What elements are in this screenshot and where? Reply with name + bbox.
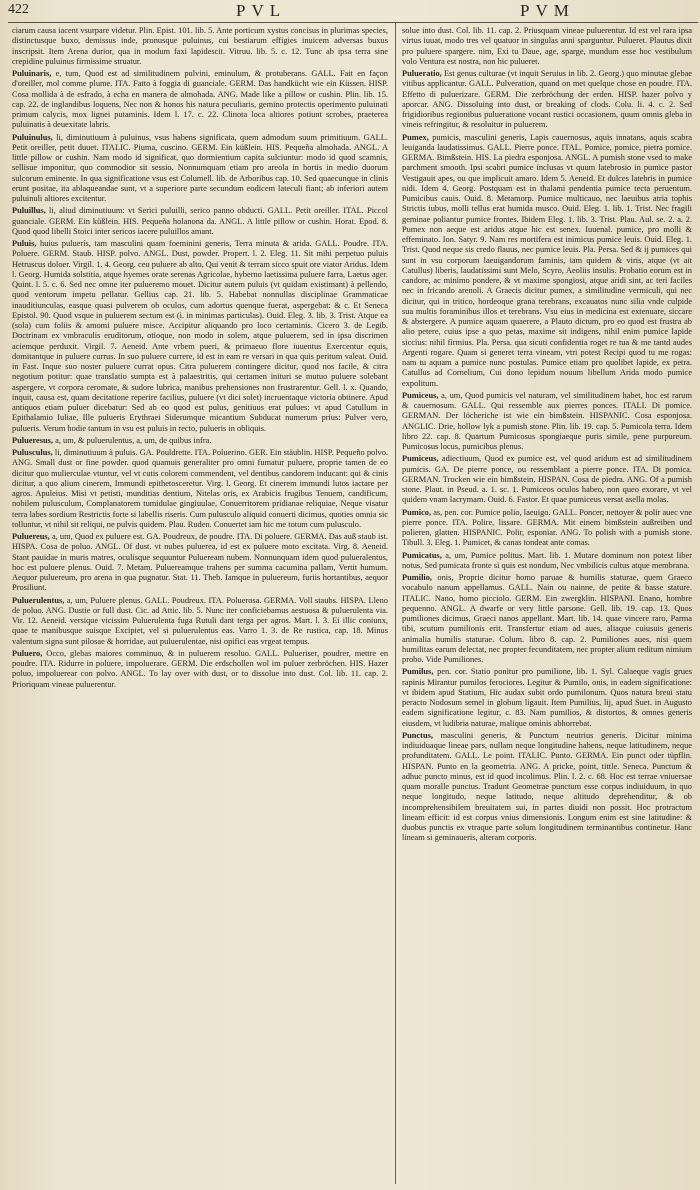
dictionary-entry [12, 649, 388, 690]
dictionary-entry [12, 69, 388, 131]
entry-headword: Pumico, [402, 507, 432, 517]
running-head-right: PVM [520, 1, 575, 20]
dictionary-entry [12, 448, 388, 530]
entry-text: a, um, Pumice politus. Mart. lib. 1. Mutare dominum non potest liber notus, Sed pumicata fronte si quis est nondum, Nec vmbilicis cultus atque membrana. [402, 550, 692, 570]
entry-text: masculini generis, & Punctum neutrius generis. Dicitur minima indiuiduaque lineae pars, nullam neque longitudine habens, neque latitudinem, neque profunditatem. GALL. Le point. ITALIC. Punto. GERMA. Ein punct oder tüpflin. HISPAN. Punto en la geometria. ANG. A pricke, point, tittle. Seneca. Punctum & adhuc puncto minus, est id quod incolimus. Plin. l. 2. c. 68. Hoc est terrae vniuersae quam moralle punctus. Tradunt Geometrae punctum esse corpus indiuiduum, in quo neque longitudo, neque latitudo, neque altitudo deprehenditur, & ob incomprehensibilem breuitatem sui, in partes diuidi non possit. Hoc protractum lineam efficit: id est corpus vnius dimensionis. Longum enim est sine latitudine: & duobus punctis ex vtraque parte solum longitudinem terminantibus continetur. Hanc lineam si geminaueris, alteram corporis. [402, 730, 692, 843]
entry-headword: Pumiceus, [402, 454, 439, 464]
entry-headword: Puluereus, [12, 532, 50, 541]
entry-headword: Puluero, [12, 648, 43, 658]
entry-text: adiectiuum, Quod ex pumice est, vel quod aridum est ad similitudinem pumicis. GA. De pierre ponce, ou ressemblant a pierre ponce. ITA. Di pomica. GERMAN. Trocken wie ein bimßstein. HISPAN. Cosa de piedra. ANG. Of a pumish stone. Plaut. in Pseud. a. 1. sc. 1. Pumiceos oculos habeo, non queo exorare, vt vel quidem vnam lacrymam. Ouid. 6. Fastor. Et quae pumiceus versat asella molas. [402, 454, 692, 505]
entry-text: pen. cor. Statio ponitur pro pumilione, lib. 1. Syl. Calaeque vagis grues rapinis Mirantur pumilos ferociores. Legitur & Pumilo, onis, in eadem significatione: vt ibidem apud Statium, Hic audax subit ordo pumilonum. Quos natura breui statu peracto Nodosum semel in globum ligauit. Item Pumilius, lij, apud Suet. in Augusto eadem significatione legitur, c. 83. Nam pumilios, & distortos, & omnes generis eiusdem, vt ludibria naturae, malique ominis abhorrebat. [402, 667, 692, 728]
dictionary-entry [402, 508, 692, 549]
entry-headword: Pumiceus, [402, 390, 439, 400]
dictionary-entry [12, 596, 388, 647]
dictionary-entry [402, 551, 692, 572]
entry-text: e, tum, Quod est ad similitudinem pulvini, eminulum, & protuberans. GALL. Fait en façon d'oreiller, mol comme plume. ITA. Fatto à foggia di guanciale. GERM. Das handkücht wie ein Küssen. HISP. Cosa mollida à de esfrado, à echa en manera de almohada. ANG. Made like a pillow or cushin. Plin. lib. 15. cap. 22. de inglandibus loquens, Nec non & honos his natura peculiaris, gemino protectis operimento puluinati primum calycis, mox lignei putaminis. Idem l. 17. c. 22. Clinota loca altiores potiunt scrobes, praeterea puluinatis à deuexitate labris. [12, 69, 388, 130]
running-head-left: PVL [236, 1, 287, 20]
entry-text: pumicis, masculini generis, Lapis cauernosus, aquis innatans, aquis scabra leuiganda laudatissimus. GALL. Pierre ponce. ITAL. Pomice, pomice, pietra pomice. GERMA. Bimßstein. HIS. La piedra esponjosa. ANGL. A pumish stone vsed to make parchment smooth. Ipsi scabri pumice inclusas vt quum latebrosio in pumice pastor Vestigauit apes, ou que implicuit amaro. Idem 5. Aeneid. Et dulces latebris in pumice nidi. Idem 4. Georg. Postquam est in thalami pendentia pumice tecta peruentum. Pumicibus cauis. Ouid. 8. Metamorp. Pumice multicauo, nec laeuibus atria tophis Strictis iubus, molli tellus erat humida musco. Ouid. Eleg. 1. lib. 1. Trist. Nec fragili geminae poliantur pumice frontes. Ibidem Eleg. 1. lib. 3. Trist. Plau. Aul. se. 2. a. 2. Pumex non aeque est aridus atque hic est senex. Iuuenal. pumice, pro molli & effeminato. Ion. Satyr. 9. Nam res mortifera est inimicus pumice leuis. Ouid. Eleg. 1. Trist. Quod neque sis credo flauus, nec pumice leuis. Pla. Persa. Sed & ij pumices qui sunt in vsu corporum laeuigandorum faminis, iam quidem & viris, atque (vt ait Catullus) liberis, laudatissimi sunt Melo, Scyro, Aeoliis insulis. Probatio eorum est in candore, ac minimo pondere, & vt maxime spongiosi, atque aridi sint, ac teri faciles nec in fricando arenoli. A Graecis dicitur pumex, a similitudine vermiculi, qui nec dicitur, qui in tritico, hordeoque grana terebrans, excauatos nunc silia vnde culpide sua multis foraminibus illos et terebrans. Vsu eius in medicina est extenuare, siccare & abstergere. A pumice aquam quaerere, a Plauto dictum, pro eo quod est frustra ab alio petere, cuius ipse a quo petas, maxime sit indigens, nihil enim pumice lapide siccius: nihil firmius. Pla. Persa. qua sicuti confidentia roget re tua & me tantd audes Argenti rogare. Quam si generet terra vineam, vtri potest Recipi quod tu me rogas: nam tu aquam a pumice nunc postulas. Pumice etiam pro quolibet lapide, ex petra. Catullus ad Cornelium, Cui dono lepidum nouum libellum Arida modo pumice expolitum. [402, 132, 692, 388]
entry-text: li, diminutiuum à puluis. GA. Pouldrette. ITA. Poluerino. GER. Ein stäublin. HISP. Pequeño polvo. ANG. Small dust or fine powder. quod quamuis generaliter pro omni fumatur puluere, proprie tamen de eo dicitur quo mulierculae vtuntur, vel vt cutis colorem commendent, vel dentibus candorem inducant: qui & cinis dicitur, a quo alium cinerem, Immundi epithetosceretur. Virg. l. Georg. Et cinerem immundi lutos iactare per agros. Apuleius. Misi vt petisti, munditias dentium, Nitelas oris, ex Arabicis frugibus Tenuem, candificum, nobilem pulusculum, Complanatorem tumidulae gingiuulae, Conuerritorem pridianae reliquiae, Neque visatur terra labes sordium Restrictis forte si labellis riseris. Cum pulusculo aliquid conuerti dicimus, quoties omnia sic tolluntur, vt nihil sit reliqui, ne pulvis quidem. Plau. Ruden. Conuertet iam hic me totum cum pulusculo. [12, 448, 388, 529]
entry-text: Occo, glebas maiores comminuo, & in puluerem resoluo. GALL. Pulueriser, poudrer, mettre en poudre. ITA. Ridurre in poluere, impoluerare. GERM. Die erdschollen wol im puluer zerbröchen. HIS. Hazer poluo, impoluerear con polvo. ANGL. To lay over with dust, or to dissolue into dust. Col. lib. 11. cap. 2. Prioriquam vineae puluerentur. [12, 648, 388, 689]
entry-headword: Punctus, [402, 730, 433, 740]
entry-headword: Pulueresus, [12, 435, 54, 445]
left-column [12, 26, 388, 1186]
page-number: 422 [8, 2, 29, 17]
dictionary-entry [402, 391, 692, 453]
entry-text: ciarum causa iacent vsurpare videtur. Plin. Epist. 101. lib. 5. Ante porticum xystus concisus in plurimas species, distinctusque buxo, demissus inde, pronusque puluinus, cui bestiarum effigies inuicem adversas buxus inscripsit. Item Arena durior, qua in modum faxi lapidescit. Vitruu. lib. 5. c. 12. Tunc ab ipsa terra sine crepidine puluinus firmissime struatur. [12, 26, 388, 66]
dictionary-entry [12, 133, 388, 205]
entry-text: solue into dust. Col. lib. 11. cap. 2. Priusquam vineae puluerentur. Id est vel rara ipsa virtus iuuat, modo tres vel quatuor in singulas anni sparguntur. Pulueret. Plautus dixit pro puluere spargere. nim, Exi tu Daue, age, sparge, mundum esse hoc vestibulum volo Ventura est nostra, non hic pulueret. [402, 26, 692, 66]
entry-headword: Pumicatus, [402, 550, 442, 560]
entry-headword: Pumilus, [402, 667, 434, 677]
entry-headword: Pumex, [402, 132, 429, 142]
dictionary-entry [402, 69, 692, 131]
entry-headword: Puluinulus, [12, 132, 53, 142]
dictionary-entry [12, 532, 388, 594]
dictionary-entry [402, 133, 692, 389]
dictionary-entry [12, 206, 388, 237]
dictionary-entry [402, 573, 692, 665]
dictionary-entry [12, 239, 388, 434]
entry-headword: Pulusculus, [12, 448, 53, 457]
entry-text: a, um, Quod pumicis vel naturam, vel similitudinem habet, hoc est rarum & cauernosum. GALL. Qui ressemble aux pierres ponces. ITALI. Di pomice. GERMAN. Der löcheriche ist wie ein bimßstein. HISPANIC. Cosa esponjosa. ANGLIC. Drie, hollow lyk a pumish stone. Plin. lib. 19. cap. 5. Pumicola terra. Idem libro 22. cap. 8. Quartum Pumicosus spongiaeque puris simile, pene purpureum. Pumicosus locus, pumicibus plenus. [402, 390, 692, 451]
entry-text: a, um, Puluere plenus. GALL. Poudreux. ITA. Poluerosa. GERMA. Voll staubs. HISPA. Lleno de poluo. ANG. Dustie or full dust. Cic. ad Attic. lib. 5. Nunc iter conficiebamus aestuosa & puluerulenta via. Vir. 12. Aeneid. versique vicissim Puluerulenta fuga Rutuli dant terga per agros. Mart. l. 3. Ei illic coniunx, quae te manibusque suisque Excipiet, vel si puluerulentus eas. Varro 1. 3. de Re rustica, cap. 18. Minus valentum signa sunt pilosae & horridae, aut puluerulentae, nisi opifici eas vrgeat tempus. [12, 595, 388, 646]
entry-text: onis, Proprie dicitur homo paruae & humilis staturae, quem Graeco vocabulo nanum appellamus. GALL. Nain ou nainne, de petite & basse stature. ITALIC. Nano, homo picciolo. GERM. Ein zwergklin. HISPANI. Enano, hombre pequenno. ANGL. A dwarfe or very little parsone. Gell. lib. 19. cap. 13. Quos pumiliones dicimus, Graeci nanos appellant. Mart. lib. 14. quae vincere raro, Parma tibi, scutum pumilionis erit. Transfertur etiam ad aues, aliaque cuiusuis generis animalia humilis staturae. Colum. libro 8. cap. 2. Pumiliones aues, nisi quem humilitas earum delectat, nec propter fecunditatem, nec propter alium reditum nimium probo. Vide Pumiliones. [402, 573, 692, 664]
entry-text: a, um, Quod ex puluere est. GA. Poudreux, de poudre. ITA. Di poluere. GERMA. Das auß staub ist. HISPA. Cosa de poluo. ANGL. Of dust. vt nubes puluerea, id est ex puluere moto excitata. Virg. 8. Aeneid. Stant pauidae in muris matres, oculisque sequuntur Pulueream nubem. Nonnunquam idem quod pulueralentus, hoc est puluere plenus. Ouid. 7. Metam. Puluereamque trahens per summa cacumina pallam, Vertit humum. Aequor puluereum, pro arena in qua pugnatur. Stat. 11. Theb. Iamque in puluereum, furiis hortantibus, aequor Prosiliunt. [12, 532, 388, 593]
entry-text: a, um, & puluerulentus, a, um, de quibus infra. [55, 435, 212, 445]
entry-headword: Pumilio, [402, 573, 433, 582]
dictionary-entry [402, 667, 692, 729]
entry-text: huius puluerís, tam masculini quam foeminini generis, Terra minuta & arida. GALL. Poudre. ITA. Poluere. GERM. Staub. HISP. polvo. ANGL. Dust, powder. Propert. l. 2. Eleg. 11. Sit mihi perpetuo puluis Hetruscus doloer. Virgil. 1. 4. Georg. ceu puluere ab alto, Qui venit & terram sicco spuit ore viator Aridus. Idem l. Georg. Humida solstitia, atque hyemes orate serenas Agricolae, hyberno laetissima puluere farra, Laetus ager. Quint. l. 5. c. 6. Sed nec omne iter pulueremo mouet. Dicitur autem puluis (vt quidam existimant) à pellendo, quod ventorum impetu pellatur. Gellius cap. 21. lib. 5. Habebat nonnullas disciplinae Grammaticae inauditiunculas, easque quasi pulverem ob oculos, cum adortus quenque fuerat, aspergebat: & c. Et Seneca Epistol. 90. Quod vsque in puluerem sectum est (i. in minimas particulas). Ouid. Eleg. 3. lib. 3. Trist. Atque ea (sola) cum foliis & amomi puluere misce. Accipitur aliquando pro loco certaminis. Cicero 3. de Legib. Doctrinam ex vmbraculis eruditorum, otioque, non modo in solem, atque puluerem, sed in ipsa discrimen aciemque perduxit. Virgil. 7. Aeneid. Ante vrbem pueri, & primaeuo flore iuuentus Exercentur equis, domitantque in puluere currus. In suo puluere currere, id est in eam re versari in qua quis peritum valeat. Ouid. in Fast. Inque suo noster puluere currat opus. Citra puluerem contingere dicitur, quod nos facile, & citra negotium potitur: quae translatio sumpta est à palaestritis, qui certamen inituri se mutuo puluere solebant aspergere, vt corpora ceromate, & sudore lubrica, manibus prehensiones non frustrarentur. Gell. l. x. Quando, inquit, causa est, quam decitatione reperire facilius, puluere (vt dici solet) incruentaque victoria obtinere. Apud antiquos etiam puluer dicebatur: Sed ab eo quod est pulus, genitiuus erat pulues: vt apud Catullum in Epithalamio Iuliae, Ille pulueris Erythraei Siderumque micantium Subducat numerum prius: Pulver vero, pulueris. Verum hodie tantum in vsu est puluis in recto, pulueris in obliquis. [12, 239, 388, 433]
entry-headword: Puluinaris, [12, 69, 52, 78]
dictionary-entry [402, 454, 692, 505]
entry-headword: Puluerulentus, [12, 595, 65, 605]
entry-headword: Puluillus, [12, 206, 46, 216]
dictionary-entry [12, 436, 388, 446]
entry-headword: Pulueratio, [402, 69, 442, 78]
entry-headword: Puluis, [12, 239, 37, 248]
dictionary-entry [12, 26, 388, 67]
column-divider [395, 22, 396, 1184]
entry-text: as, pen. cor. Pumice polio, laeuigo. GALL. Poncer, nettoyer & polir auec vne pierre ponce. ITA. Polire, lissare. GERMA. Mit einem bimßstein außreiben und polieren, glatten. HISPANIC. Polir, esponiar. ANG. To polish with a pumish stone. Tibull. 3. Eleg. 1. Pumicet, & canas tondeat ante comas. [402, 507, 692, 548]
page-header [0, 0, 700, 22]
right-column [402, 26, 692, 1186]
entry-text: Est genus culturae (vt inquit Seruius in lib. 2. Georg.) quo minutae glebae vitibus applicantur. GALL. Pulveration, quand on met quelque chose en poudre. ITA. Effetto di puluerizare. GERM. Die zerbröchung der erden. HISP. hazer polvo y aporcar. ANG. Dissoluing into dust, or breaking of clods. Colu. li. 4. c. 2. Sed frigidioribus regionibus pulueratione vocant rustici occasionem, quum omnis gleba in vineis refringitur, & resoluitur in puluerem. [402, 69, 692, 130]
entry-text: li, diminutiuum à puluinus, vsus habens significata, quem admodum suum primitiuum. GALL. Petit oreiller, petit duuet. ITALIC. Piuma, cuscino. GERM. Ein küßlein. HIS. Pequeña almohada. ANGL. A little pillow or cushin. Nam modo id significat, quo dormientium capita sulciuntur: modo id quod scamnis, sellisue imponitur, quo commodior sit sessio. Nonnumquam etiam pro areola in hortis in medio duorum sulcorum eminente. In qua significatione vsus est Columell. lib. de Arboribus cap. 10. Sed quaecunque in clinis erunt positae, ita ablaqueandae sunt, vt a superiore parte secundum eodicem lateculi fiant; ab inferiori autem puluinuli altiores excitentur. [12, 132, 388, 203]
header-rule [8, 22, 698, 23]
dictionary-entry [402, 731, 692, 844]
entry-text: li, aliud diminutiuum: vt Serici puluilli, serico panno obducti. GALL. Petit oreiller. ITAL. Piccol guanciale. GERM. Ein küßlein. HIS. Pequeña holanona da. ANGL. A little pillow or cushin. Horat. Epod. 8. Quod quod libelli Stoici inter sericos iacere puluillos amant. [12, 206, 388, 236]
dictionary-entry [402, 26, 692, 67]
